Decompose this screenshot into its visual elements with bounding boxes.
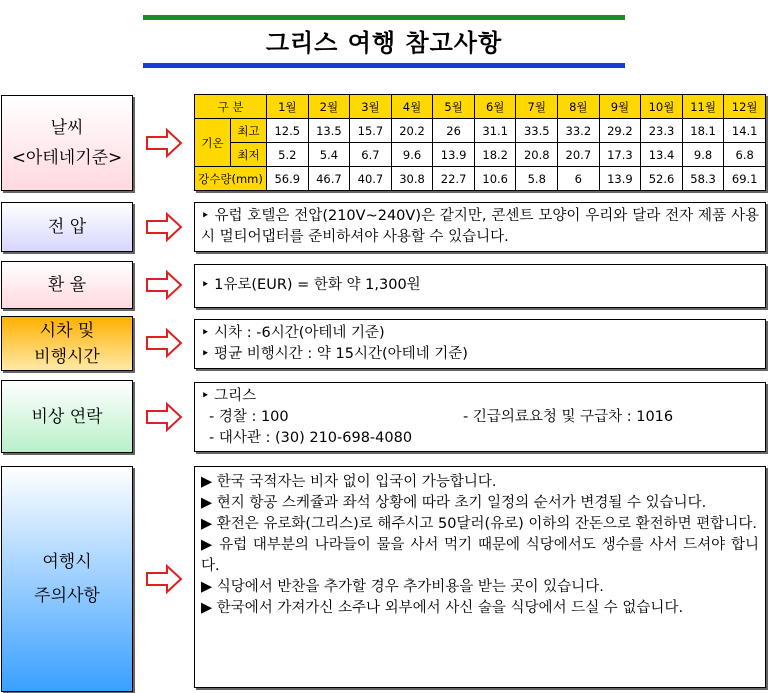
table-header-cell: 3월: [350, 95, 392, 119]
voltage-label-text: 전 압: [47, 217, 87, 237]
table-header-cell: 9월: [599, 95, 641, 119]
arrow-right-icon: [145, 564, 183, 594]
emergency-label: [1, 380, 133, 453]
arrow-right-icon: [145, 328, 183, 358]
table-header-cell: 10월: [641, 95, 683, 119]
table-cell: 26: [433, 119, 475, 143]
table-cell: 33.2: [558, 119, 600, 143]
caution-label-line2: 주의사항: [34, 586, 100, 606]
emergency-label-text: 비상 연락: [31, 406, 103, 427]
table-cell: 29.2: [599, 119, 641, 143]
table-cell: 9.6: [391, 143, 433, 167]
weather-header-row: [195, 95, 766, 119]
voltage-label: [1, 202, 133, 252]
table-header-cell: 4월: [391, 95, 433, 119]
list-item: ▶ 한국 국적자는 비자 없이 입국이 가능합니다.: [201, 474, 497, 490]
table-cell: 15.7: [350, 119, 392, 143]
min-label-cell: 최저: [231, 143, 267, 167]
table-cell: 56.9: [267, 167, 309, 191]
time-info-box: [194, 319, 766, 369]
table-header-cell: 구 분: [195, 95, 267, 119]
list-item: ▶ 환전은 유로화(그리스)로 해주시고 50달러(유로) 이하의 잔돈으로 환전하면 편합니다.: [201, 516, 757, 532]
exchange-info-box: [194, 264, 766, 308]
exchange-label: [1, 261, 133, 309]
table-cell: 6: [558, 167, 600, 191]
time-label: [1, 316, 133, 371]
time-text-line1: ‣ 시차 : -6시간(아테네 기준): [201, 325, 385, 341]
table-header-cell: 8월: [558, 95, 600, 119]
weather-label: [1, 95, 133, 191]
emergency-embassy: - 대사관 : (30) 210-698-4080: [209, 430, 413, 446]
exchange-text: ‣ 1유로(EUR) = 한화 약 1,300원: [201, 277, 421, 293]
table-cell: 12.5: [267, 119, 309, 143]
table-cell: 31.1: [474, 119, 516, 143]
table-cell: 6.8: [724, 143, 766, 167]
arrow-right-icon: [145, 128, 183, 158]
emergency-police: - 경찰 : 100: [209, 409, 289, 425]
table-row: [195, 143, 766, 167]
table-cell: 20.7: [558, 143, 600, 167]
voltage-info-box: [194, 202, 766, 252]
caution-info-box: [194, 466, 766, 688]
top-green-bar: [143, 15, 625, 20]
table-cell: 52.6: [641, 167, 683, 191]
table-cell: 33.5: [516, 119, 558, 143]
table-row: [195, 119, 766, 143]
table-cell: 23.3: [641, 119, 683, 143]
page-title: 그리스 여행 참고사항: [265, 29, 503, 57]
table-cell: 10.6: [474, 167, 516, 191]
arrow-right-icon: [145, 270, 183, 300]
time-text-line2: ‣ 평균 비행시간 : 약 15시간(아테네 기준): [201, 346, 468, 362]
table-cell: 6.7: [350, 143, 392, 167]
table-cell: 22.7: [433, 167, 475, 191]
emergency-country: ‣ 그리스: [201, 388, 257, 404]
table-cell: 58.3: [682, 167, 724, 191]
table-header-cell: 5월: [433, 95, 475, 119]
emergency-ambulance: - 긴급의료요청 및 구급차 : 1016: [463, 409, 674, 425]
table-header-cell: 2월: [308, 95, 350, 119]
table-header-cell: 6월: [474, 95, 516, 119]
table-cell: 40.7: [350, 167, 392, 191]
list-item: ▶ 한국에서 가져가신 소주나 외부에서 사신 술을 식당에서 드실 수 없습니다.: [201, 600, 684, 616]
list-item: ▶ 유럽 대부분의 나라들이 물을 사서 먹기 때문에 식당에서도 생수를 사서 드셔야 합니다.: [201, 537, 759, 574]
exchange-label-text: 환 율: [47, 275, 87, 295]
caution-label: [1, 466, 133, 692]
table-cell: 17.3: [599, 143, 641, 167]
weather-table: [194, 94, 766, 191]
table-cell: 69.1: [724, 167, 766, 191]
time-label-line1: 시차 및: [39, 320, 95, 341]
voltage-text: ‣ 유럽 호텔은 전압(210V~240V)은 같지만, 콘센트 모양이 우리와 달라 전자 제품 사용시 멀티어댑터를 준비하셔야 사용할 수 있습니다.: [201, 208, 759, 245]
table-cell: 13.9: [433, 143, 475, 167]
bottom-blue-bar: [143, 63, 625, 68]
arrow-right-icon: [145, 402, 183, 432]
weather-label-line2: <아테네기준>: [11, 148, 123, 168]
table-header-cell: 1월: [267, 95, 309, 119]
table-row: [195, 167, 766, 191]
table-cell: 5.4: [308, 143, 350, 167]
table-cell: 20.2: [391, 119, 433, 143]
list-item: ▶ 식당에서 반찬을 추가할 경우 추가비용을 받는 곳이 있습니다.: [201, 579, 604, 595]
table-cell: 18.2: [474, 143, 516, 167]
table-cell: 30.8: [391, 167, 433, 191]
table-cell: 20.8: [516, 143, 558, 167]
max-label-cell: 최고: [231, 119, 267, 143]
table-cell: 46.7: [308, 167, 350, 191]
table-cell: 13.4: [641, 143, 683, 167]
table-header-cell: 11월: [682, 95, 724, 119]
table-cell: 5.2: [267, 143, 309, 167]
table-cell: 18.1: [682, 119, 724, 143]
table-cell: 13.9: [599, 167, 641, 191]
time-label-line2: 비행시간: [34, 346, 100, 367]
rain-label-cell: 강수량(mm): [195, 167, 267, 191]
table-cell: 9.8: [682, 143, 724, 167]
temp-label-cell: 기온: [195, 119, 231, 167]
table-header-cell: 12월: [724, 95, 766, 119]
weather-label-line1: 날씨: [50, 118, 84, 138]
arrow-right-icon: [145, 212, 183, 242]
table-header-cell: 7월: [516, 95, 558, 119]
list-item: ▶ 현지 항공 스케쥴과 좌석 상황에 따라 초기 일정의 순서가 변경될 수 있습니다.: [201, 495, 707, 511]
table-cell: 5.8: [516, 167, 558, 191]
table-cell: 14.1: [724, 119, 766, 143]
table-cell: 13.5: [308, 119, 350, 143]
caution-label-line1: 여행시: [42, 552, 92, 572]
emergency-info-box: [194, 382, 766, 452]
